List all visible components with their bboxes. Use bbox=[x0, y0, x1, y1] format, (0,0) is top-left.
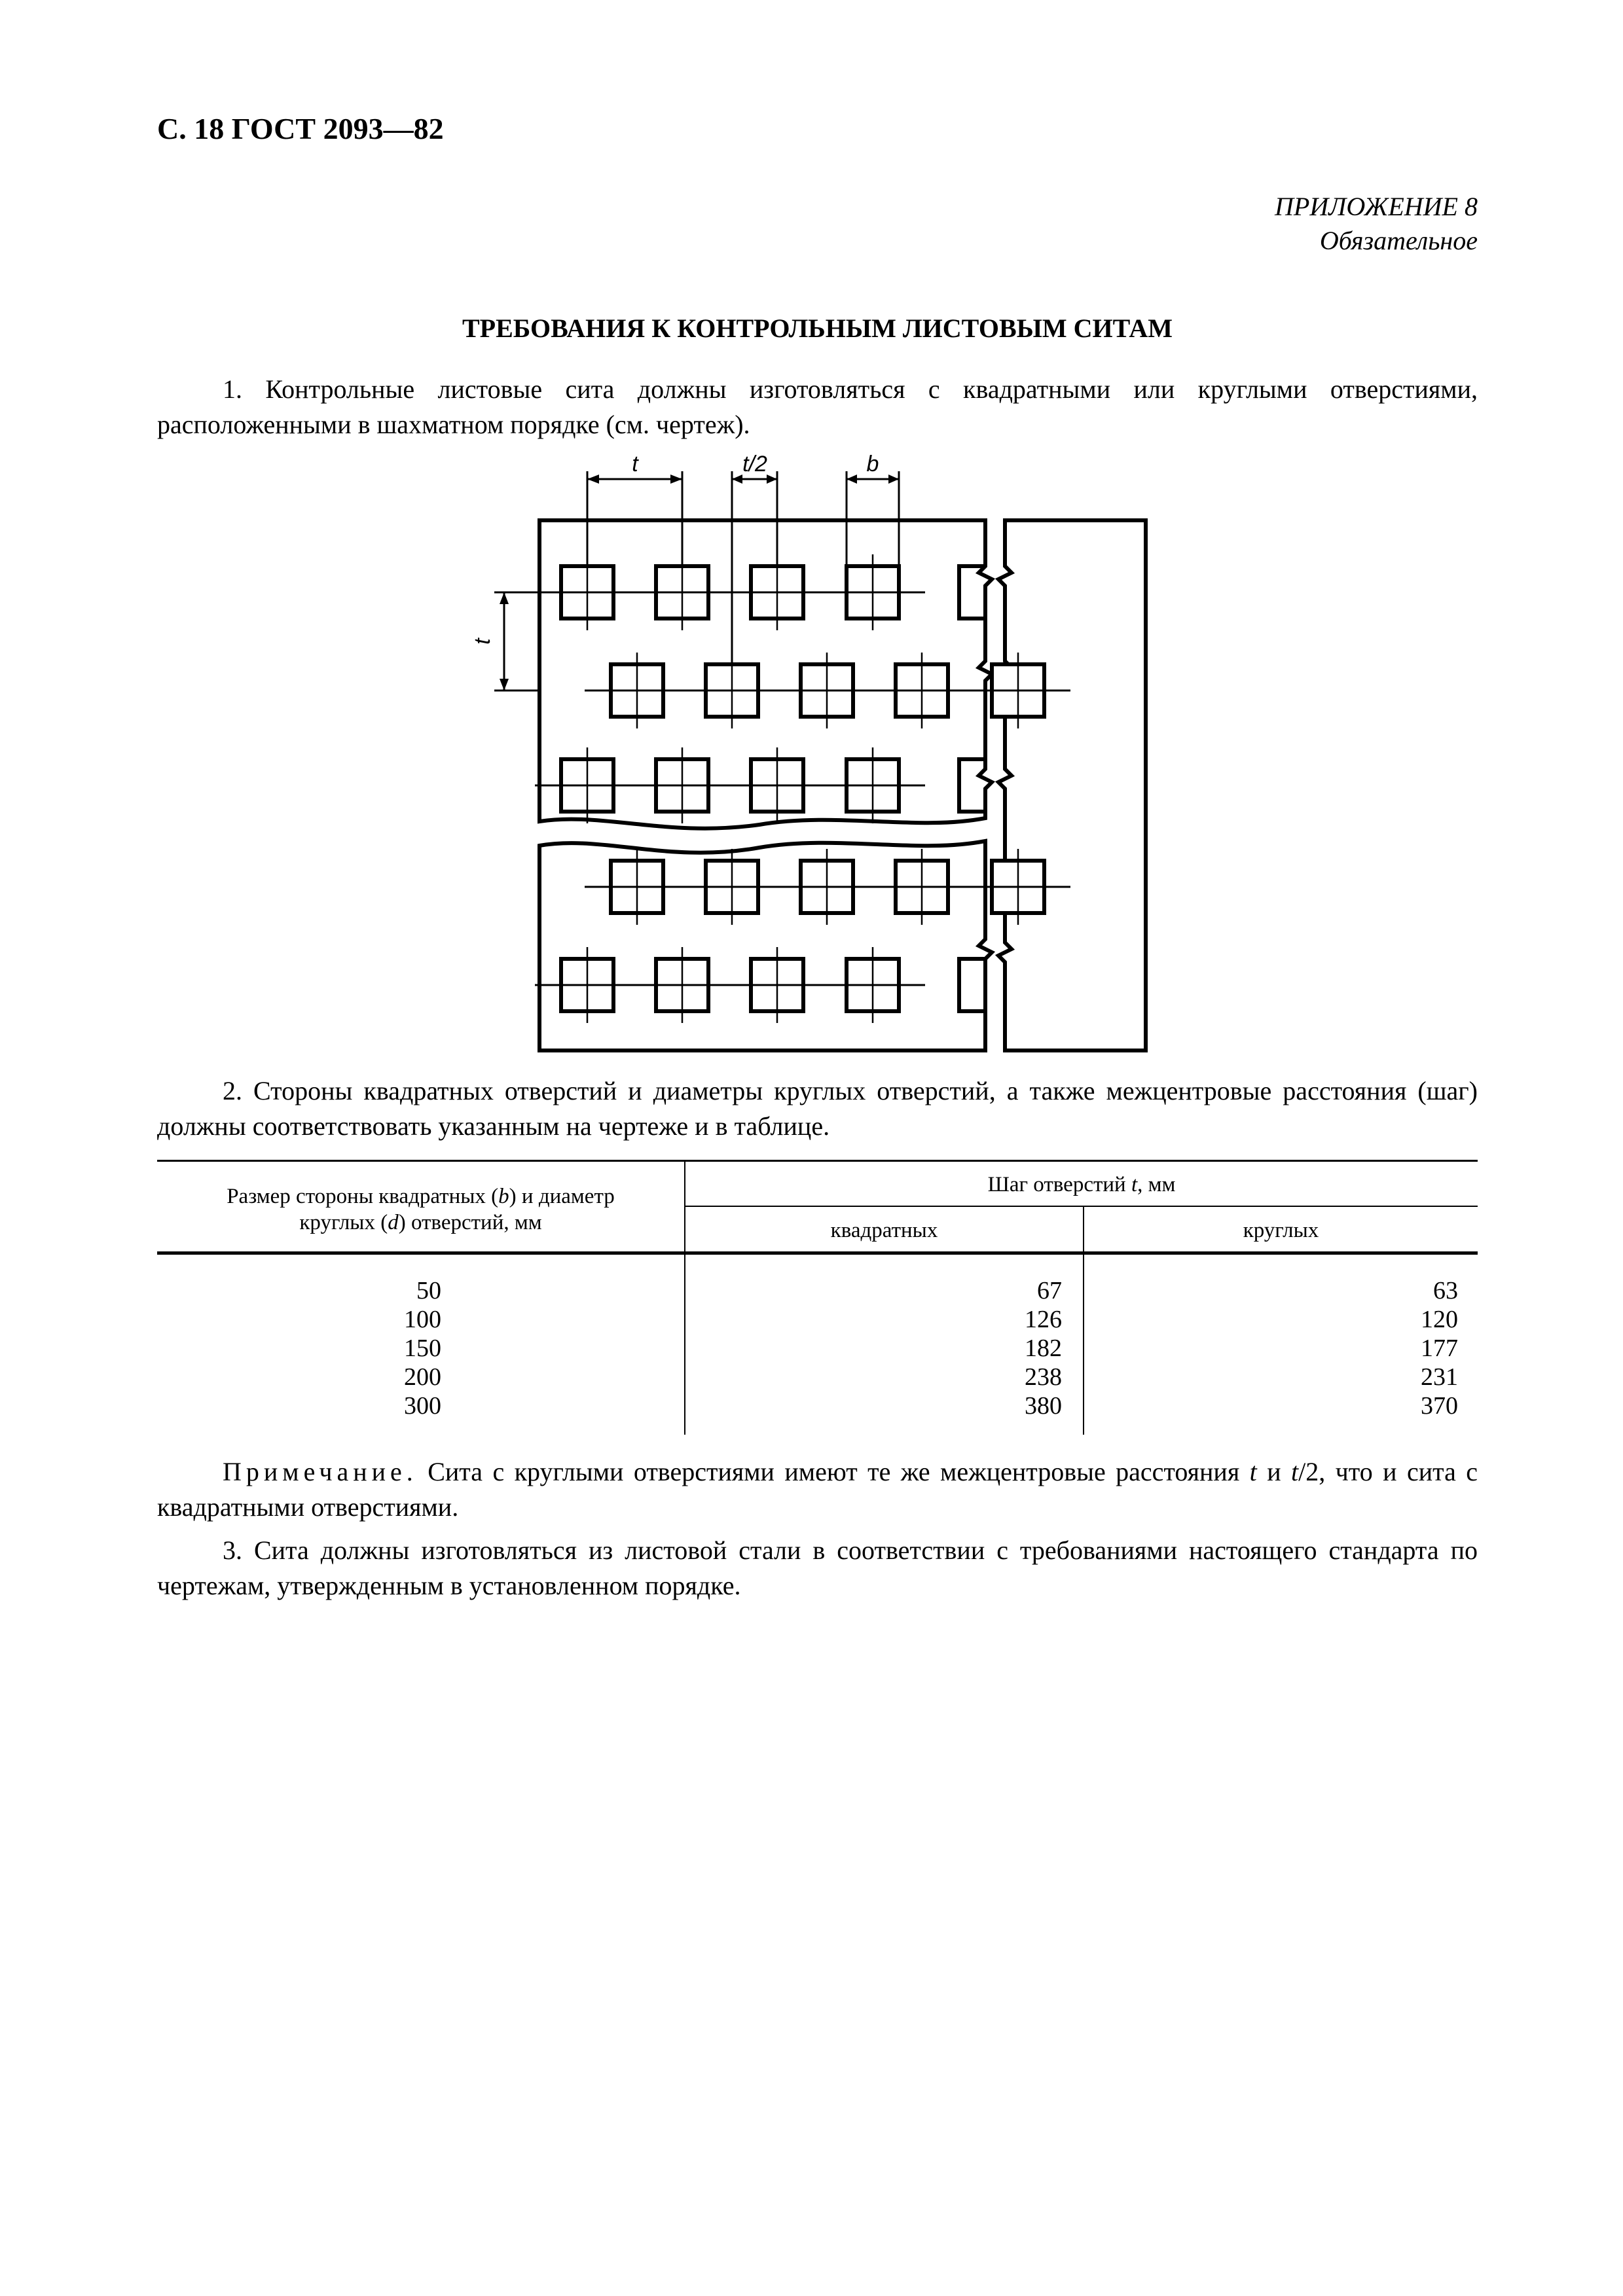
table-subheader-round: круглых bbox=[1243, 1219, 1319, 1242]
paragraph-2 bbox=[157, 1073, 1478, 1144]
sieve-drawing bbox=[470, 445, 1152, 1060]
table-cell-size: 200 bbox=[404, 1363, 441, 1391]
table-cell-round: 177 bbox=[1421, 1335, 1458, 1362]
dim-label-t-half: t/2 bbox=[742, 452, 767, 476]
edge-half-hole bbox=[959, 959, 985, 1011]
paragraph-1 bbox=[157, 372, 1478, 442]
dim-label-t: t bbox=[632, 452, 638, 476]
paragraph-3-text: 3. Сита должны изготовляться из листовой стали в соответствии с требованиями настоящего стандарта по чертежам, утвержденным в установленном порядке. bbox=[157, 1535, 1478, 1600]
dim-label-t-vertical: t bbox=[470, 638, 495, 645]
table-cell-round: 120 bbox=[1421, 1306, 1458, 1333]
column-square bbox=[685, 1276, 1062, 1420]
table-cell-size: 150 bbox=[404, 1335, 441, 1362]
table-cell-square: 67 bbox=[1037, 1277, 1062, 1304]
table-header-size: Размер стороны квадратных (b) и диаметр круглых (d) отверстий, мм bbox=[227, 1185, 615, 1234]
table-cell-square: 238 bbox=[1025, 1363, 1062, 1391]
table-subheader-square: квадратных bbox=[830, 1219, 938, 1242]
paragraph-1-text: 1. Контрольные листовые сита должны изготовляться с квадратными или круглыми отверстиями, расположенными в шахматном порядке (см. чертеж). bbox=[157, 374, 1478, 439]
appendix-number: ПРИЛОЖЕНИЕ 8 bbox=[1275, 192, 1478, 221]
note-label: Примечание. bbox=[223, 1457, 418, 1486]
page-header: С. 18 ГОСТ 2093—82 bbox=[157, 112, 444, 145]
table-cell-size: 300 bbox=[404, 1392, 441, 1420]
note: Примечание. Сита с круглыми отверстиями имеют те же межцентровые расстояния t и t/2, что и сита с квадратными отверстиями. bbox=[157, 1457, 1478, 1522]
table-cell-round: 370 bbox=[1421, 1392, 1458, 1420]
edge-half-hole bbox=[959, 759, 985, 812]
appendix-label bbox=[1275, 190, 1478, 258]
column-round bbox=[1084, 1276, 1458, 1420]
section-title: ТРЕБОВАНИЯ К КОНТРОЛЬНЫМ ЛИСТОВЫМ СИТАМ bbox=[462, 314, 1173, 343]
table-cell-size: 50 bbox=[416, 1277, 441, 1304]
table-cell-square: 126 bbox=[1025, 1306, 1062, 1333]
table-cell-round: 231 bbox=[1421, 1363, 1458, 1391]
paragraph-3 bbox=[157, 1533, 1478, 1604]
table-cell-size: 100 bbox=[404, 1306, 441, 1333]
dim-label-b: b bbox=[866, 452, 879, 476]
table-cell-square: 380 bbox=[1025, 1392, 1062, 1420]
table-cell-round: 63 bbox=[1433, 1277, 1458, 1304]
appendix-status: Обязательное bbox=[1319, 226, 1478, 255]
table-cell-square: 182 bbox=[1025, 1335, 1062, 1362]
table-header-pitch: Шаг отверстий t, мм bbox=[987, 1173, 1176, 1196]
plate-right bbox=[998, 520, 1146, 1050]
hole-pitch-table bbox=[157, 1160, 1478, 1435]
column-size bbox=[157, 1276, 441, 1420]
paragraph-2-text: 2. Стороны квадратных отверстий и диаметры круглых отверстий, а также межцентровые расстояния (шаг) должны соответствовать указанным на чертеже и в таблице. bbox=[157, 1076, 1478, 1141]
